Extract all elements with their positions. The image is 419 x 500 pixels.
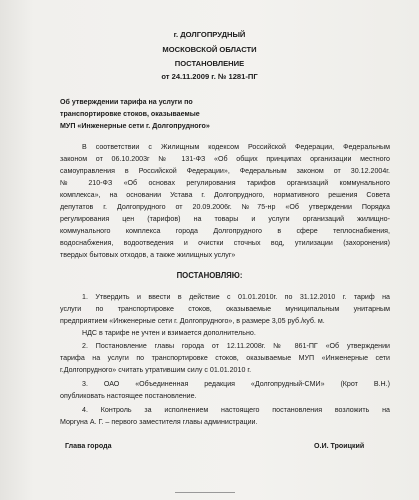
- item-line: 3. ОАО «Объединенная редакция «Долгопрудный-СМИ» (Крот В.Н.): [82, 380, 390, 388]
- preamble-line: законом от 06.10.2003г № 131-ФЗ «Об общих принципах организации местного: [60, 155, 390, 163]
- title-line: Об утверждении тарифа на услуги по: [60, 98, 193, 106]
- item-line: 1. Утвердить и ввести в действие с 01.01.2010г. по 31.12.2010 г. тариф на: [82, 293, 390, 301]
- item-line: предприятием «Инженерные сети г. Долгопрудного», в размере 3,05 руб./куб. м.: [60, 317, 325, 325]
- item-line: 2. Постановление главы города от 12.11.2008г. № 861-ПГ «Об утверждении: [82, 342, 390, 350]
- item-line: г.Долгопрудного» считать утратившим силу с 01.01.2010 г.: [60, 366, 252, 374]
- item-line: 4. Контроль за исполнением настоящего постановления возложить на: [82, 406, 390, 414]
- bottom-mark: [175, 492, 235, 493]
- header-date-number: от 24.11.2009 г. № 1281-ПГ: [161, 72, 258, 81]
- item-line: тарифа на услуги по транспортировке стоков, оказываемые МУП «Инженерные сети: [60, 354, 390, 362]
- item-line: опубликовать настоящее постановление.: [60, 392, 197, 400]
- item-line: НДС в тарифе не учтен и взимается дополнительно.: [82, 329, 256, 337]
- signature-role: Глава города: [65, 442, 112, 450]
- header-city: г. ДОЛГОПРУДНЫЙ: [173, 30, 246, 39]
- preamble-line: коммунального комплекса города Долгопрудного в сфере теплоснабжения,: [60, 227, 390, 235]
- preamble-line: самоуправления в Российской Федерации», Федеральным законом от 30.12.2004г.: [60, 167, 390, 175]
- preamble-line: депутатов г. Долгопрудного от 20.09.2006г. №75-нр «Об утверждении Порядка: [60, 203, 390, 211]
- header-doc-type: ПОСТАНОВЛЕНИЕ: [174, 59, 245, 68]
- title-line: транспортировке стоков, оказываемые: [60, 110, 200, 118]
- preamble-line: водоснабжения, водоотведения и очистки сточных вод, утилизации (захоронения): [60, 239, 390, 247]
- resolve-heading: ПОСТАНОВЛЯЮ:: [176, 271, 243, 280]
- preamble-line: В соответствии с Жилищным кодексом Российской Федерации, Федеральным: [82, 143, 390, 151]
- preamble-line: твердых бытовых отходов, а также жилищных услуг»: [60, 251, 236, 259]
- item-line: Моргуна А. Г. – первого заместителя главы администрации.: [60, 418, 258, 426]
- preamble-line: регулирования цен (тарифов) на товары и услуги организаций жилищно-: [60, 215, 390, 223]
- title-line: МУП «Инженерные сети г. Долгопрудного»: [60, 122, 210, 130]
- header-region: МОСКОВСКОЙ ОБЛАСТИ: [162, 45, 257, 54]
- preamble-line: комплекса», на основании Устава г. Долгопрудного, нормативного решения Совета: [60, 191, 390, 199]
- item-line: услуги по транспортировке стоков, оказываемые муниципальным унитарным: [60, 305, 390, 313]
- preamble-line: № 210-ФЗ «Об основах регулирования тарифов организаций коммунального: [60, 179, 390, 187]
- signature-name: О.И. Троицкий: [314, 442, 365, 450]
